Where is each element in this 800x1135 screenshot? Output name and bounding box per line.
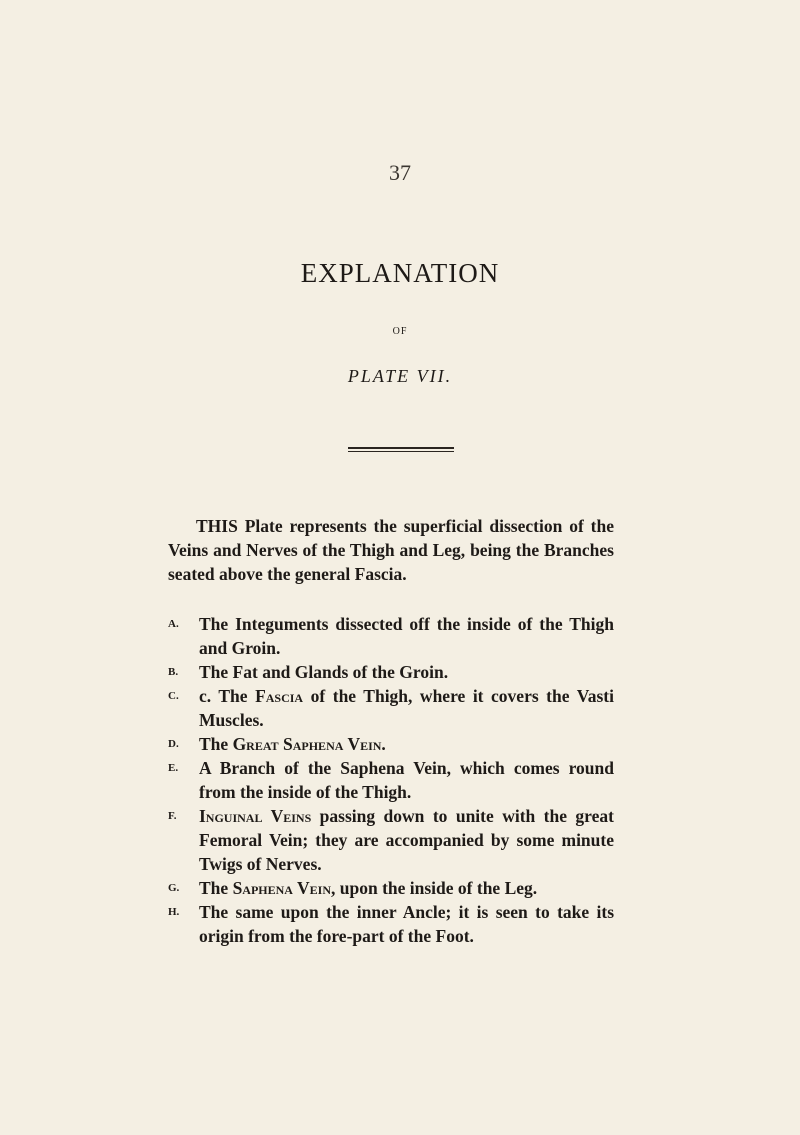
legend-item-f [168,804,614,876]
legend-item-g [168,876,614,900]
plate-legend-list [168,612,614,948]
legend-text: The Integuments dissected off the inside of the Thigh and Groin. [199,614,614,658]
legend-letter: G. [168,882,180,894]
divider-rule [348,447,454,449]
legend-text: of the Thigh, where it covers the Vasti Muscles. [199,686,614,730]
legend-text-lead: c. The [199,686,256,706]
legend-letter: A. [168,618,179,630]
legend-letter: F. [168,810,177,822]
page-title: EXPLANATION [300,258,500,288]
legend-term: Inguinal Veins [199,806,312,826]
legend-item-b [168,660,614,684]
legend-letter: B. [168,666,179,678]
legend-term: Fascia [255,686,304,706]
legend-item-c [168,684,614,732]
legend-text: upon the inside of the Leg. [335,878,538,898]
legend-term: Saphena Vein, [232,878,336,898]
legend-item-e [168,756,614,804]
plate-title: PLATE VII. [347,366,453,386]
divider-rule-thin [348,451,454,452]
legend-item-h [168,900,614,948]
intro-paragraph: THIS Plate represents the superficial dissection of the Veins and Nerves of the Thigh and Leg, being the Branches seated above the general Fascia. [168,516,614,584]
page-number: 37 [389,160,411,185]
legend-text-lead: The [199,734,233,754]
legend-term: Great Saphena Vein. [232,734,386,754]
legend-letter: E. [168,762,179,774]
legend-text: passing down to unite with the great Femoral Vein; they are accompanied by some minute Twigs of Nerves. [199,806,614,874]
legend-letter: C. [168,690,179,702]
legend-item-d [168,732,614,756]
title-connector: OF [392,326,408,337]
legend-text: The same upon the inner Ancle; it is seen to take its origin from the fore-part of the Foot. [199,902,614,946]
legend-item-a [168,612,614,660]
legend-letter: H. [168,906,180,918]
legend-text: The Fat and Glands of the Groin. [199,662,449,682]
legend-text: A Branch of the Saphena Vein, which comes round from the inside of the Thigh. [199,758,614,802]
legend-text-lead: The [199,878,233,898]
legend-letter: D. [168,738,179,750]
